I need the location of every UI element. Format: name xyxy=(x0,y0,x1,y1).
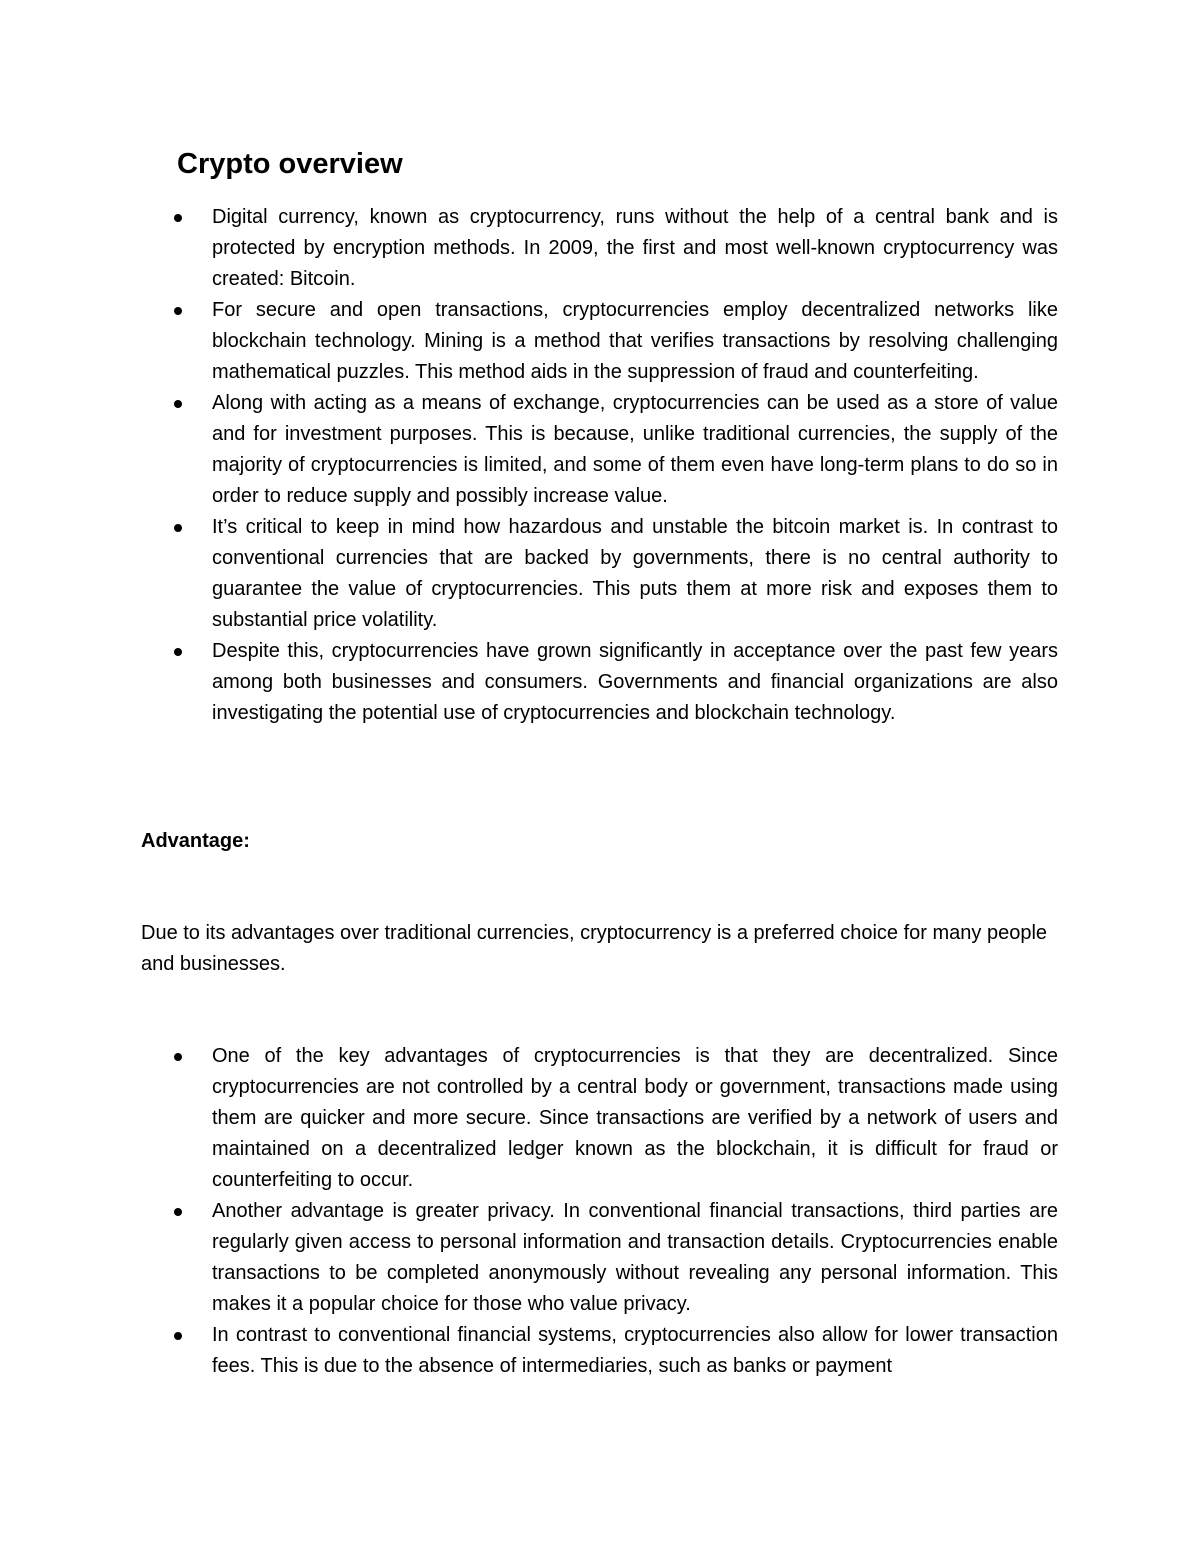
bullet-icon xyxy=(174,214,182,222)
list-item-text: In contrast to conventional financial systems, cryptocurrencies also allow for lower transaction fees. This is due to the absence of intermediaries, such as banks or payment xyxy=(212,1324,1058,1377)
list-item-text: Digital currency, known as cryptocurrency, runs without the help of a central bank and is protected by encryption methods. In 2009, the first and most well-known cryptocurrency was created: Bitcoin. xyxy=(212,206,1058,290)
bullet-icon xyxy=(174,1053,182,1061)
advantage-bullet-list xyxy=(212,1041,1058,1382)
bullet-icon xyxy=(174,400,182,408)
bullet-icon xyxy=(174,524,182,532)
list-item xyxy=(212,512,1058,636)
page-title: Crypto overview xyxy=(177,148,403,180)
list-item-text: It’s critical to keep in mind how hazardous and unstable the bitcoin market is. In contrast to conventional currencies that are backed by governments, there is no central authority to guarantee the value of cryptocurrencies. This puts them at more risk and exposes them to substantial price volatility. xyxy=(212,516,1058,631)
list-item-text: Another advantage is greater privacy. In conventional financial transactions, third parties are regularly given access to personal information and transaction details. Cryptocurrencies enable transactions to be completed anonymously without revealing any personal information. This makes it a popular choice for those who value privacy. xyxy=(212,1200,1058,1315)
list-item xyxy=(212,1320,1058,1382)
list-item xyxy=(212,636,1058,729)
list-item xyxy=(212,388,1058,512)
list-item-text: One of the key advantages of cryptocurrencies is that they are decentralized. Since cryptocurrencies are not controlled by a central body or government, transactions made using them are quicker and more secure. Since transactions are verified by a network of users and maintained on a decentralized ledger known as the blockchain, it is difficult for fraud or counterfeiting to occur. xyxy=(212,1045,1058,1191)
bullet-icon xyxy=(174,648,182,656)
overview-bullet-list xyxy=(212,202,1058,729)
list-item-text: For secure and open transactions, cryptocurrencies employ decentralized networks like blockchain technology. Mining is a method that verifies transactions by resolving challenging mathematical puzzles. This method aids in the suppression of fraud and counterfeiting. xyxy=(212,299,1058,383)
list-item xyxy=(212,1041,1058,1196)
bullet-icon xyxy=(174,307,182,315)
list-item xyxy=(212,1196,1058,1320)
advantage-intro-paragraph: Due to its advantages over traditional currencies, cryptocurrency is a preferred choice for many people and businesses. xyxy=(141,922,1048,975)
list-item xyxy=(212,295,1058,388)
advantage-heading: Advantage: xyxy=(141,830,250,852)
bullet-icon xyxy=(174,1208,182,1216)
list-item-text: Along with acting as a means of exchange, cryptocurrencies can be used as a store of value and for investment purposes. This is because, unlike traditional currencies, the supply of the majority of cryptocurrencies is limited, and some of them even have long-term plans to do so in order to reduce supply and possibly increase value. xyxy=(212,392,1058,507)
list-item-text: Despite this, cryptocurrencies have grown significantly in acceptance over the past few years among both businesses and consumers. Governments and financial organizations are also investigating the potential use of cryptocurrencies and blockchain technology. xyxy=(212,640,1058,724)
list-item xyxy=(212,202,1058,295)
bullet-icon xyxy=(174,1332,182,1340)
